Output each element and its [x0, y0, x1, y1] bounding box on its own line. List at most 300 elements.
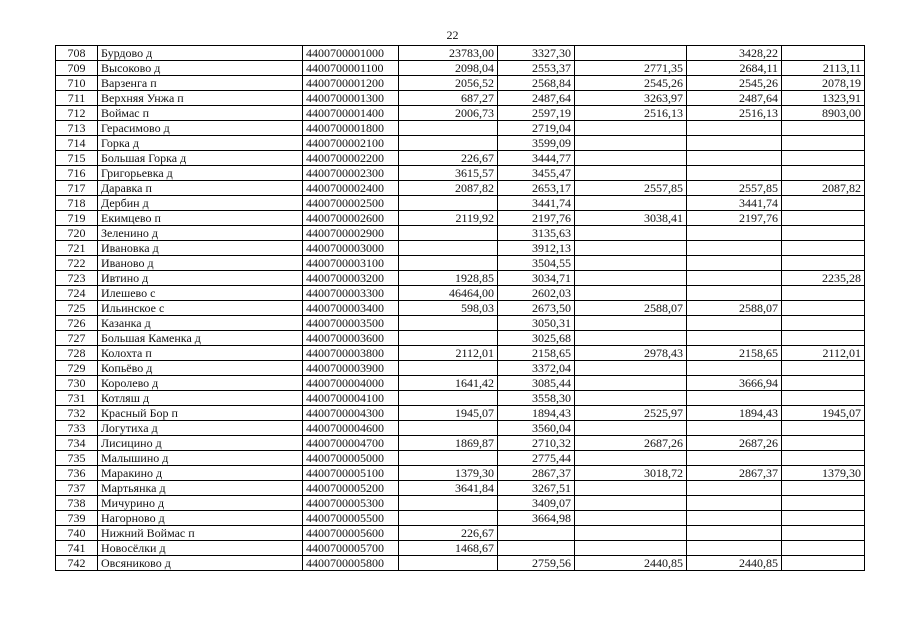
value-col-1 [399, 556, 498, 571]
value-col-4: 2545,26 [687, 76, 782, 91]
table-row [56, 61, 865, 76]
value-col-3: 3018,72 [575, 466, 687, 481]
value-col-4: 2687,26 [687, 436, 782, 451]
row-number: 736 [56, 466, 98, 481]
value-col-5 [782, 226, 865, 241]
settlement-name: Лисицино д [98, 436, 303, 451]
value-col-3: 3263,97 [575, 91, 687, 106]
value-col-2: 3441,74 [498, 196, 575, 211]
value-col-3 [575, 151, 687, 166]
oktmo-code: 4400700003900 [303, 361, 399, 376]
table-row [56, 241, 865, 256]
row-number: 712 [56, 106, 98, 121]
value-col-4: 2588,07 [687, 301, 782, 316]
row-number: 715 [56, 151, 98, 166]
value-col-1 [399, 511, 498, 526]
table-row [56, 361, 865, 376]
oktmo-code: 4400700003500 [303, 316, 399, 331]
row-number: 720 [56, 226, 98, 241]
settlement-name: Ивановка д [98, 241, 303, 256]
value-col-2: 3912,13 [498, 241, 575, 256]
value-col-2: 3444,77 [498, 151, 575, 166]
value-col-4 [687, 166, 782, 181]
settlement-name: Горка д [98, 136, 303, 151]
settlement-name: Новосёлки д [98, 541, 303, 556]
value-col-3 [575, 391, 687, 406]
value-col-4: 2197,76 [687, 211, 782, 226]
value-col-4: 2440,85 [687, 556, 782, 571]
value-col-3: 2525,97 [575, 406, 687, 421]
settlement-name: Зеленино д [98, 226, 303, 241]
value-col-2: 3327,30 [498, 46, 575, 61]
table-row [56, 541, 865, 556]
row-number: 738 [56, 496, 98, 511]
oktmo-code: 4400700005800 [303, 556, 399, 571]
value-col-2: 2568,84 [498, 76, 575, 91]
value-col-3 [575, 121, 687, 136]
table-row [56, 196, 865, 211]
value-col-3 [575, 316, 687, 331]
value-col-1: 1869,87 [399, 436, 498, 451]
row-number: 713 [56, 121, 98, 136]
settlement-name: Высоково д [98, 61, 303, 76]
value-col-2: 2653,17 [498, 181, 575, 196]
value-col-2: 3085,44 [498, 376, 575, 391]
oktmo-code: 4400700001300 [303, 91, 399, 106]
value-col-5 [782, 556, 865, 571]
value-col-2: 3050,31 [498, 316, 575, 331]
value-col-3: 2771,35 [575, 61, 687, 76]
value-col-4 [687, 316, 782, 331]
settlement-name: Верхняя Унжа п [98, 91, 303, 106]
table-body [56, 46, 865, 571]
value-col-2: 3267,51 [498, 481, 575, 496]
value-col-4 [687, 151, 782, 166]
oktmo-code: 4400700001200 [303, 76, 399, 91]
oktmo-code: 4400700001400 [303, 106, 399, 121]
table-row [56, 481, 865, 496]
value-col-1: 2112,01 [399, 346, 498, 361]
value-col-2: 2553,37 [498, 61, 575, 76]
value-col-4 [687, 271, 782, 286]
row-number: 708 [56, 46, 98, 61]
row-number: 717 [56, 181, 98, 196]
value-col-3 [575, 451, 687, 466]
value-col-3: 2978,43 [575, 346, 687, 361]
row-number: 726 [56, 316, 98, 331]
value-col-2: 3135,63 [498, 226, 575, 241]
value-col-1 [399, 121, 498, 136]
row-number: 710 [56, 76, 98, 91]
settlement-name: Королево д [98, 376, 303, 391]
value-col-3 [575, 376, 687, 391]
value-col-2 [498, 541, 575, 556]
value-col-3 [575, 511, 687, 526]
value-col-1: 1379,30 [399, 466, 498, 481]
oktmo-code: 4400700004300 [303, 406, 399, 421]
value-col-1: 2087,82 [399, 181, 498, 196]
value-col-5: 2235,28 [782, 271, 865, 286]
value-col-5 [782, 496, 865, 511]
oktmo-code: 4400700003300 [303, 286, 399, 301]
value-col-3 [575, 136, 687, 151]
settlement-name: Григорьевка д [98, 166, 303, 181]
table-row [56, 331, 865, 346]
settlement-name: Логутиха д [98, 421, 303, 436]
oktmo-code: 4400700003100 [303, 256, 399, 271]
value-col-5 [782, 211, 865, 226]
value-col-1: 3615,57 [399, 166, 498, 181]
value-col-2: 2158,65 [498, 346, 575, 361]
table-row [56, 346, 865, 361]
settlement-name: Маракино д [98, 466, 303, 481]
row-number: 721 [56, 241, 98, 256]
value-col-5 [782, 121, 865, 136]
value-col-1: 1641,42 [399, 376, 498, 391]
oktmo-code: 4400700003200 [303, 271, 399, 286]
settlement-name: Колохта п [98, 346, 303, 361]
value-col-3 [575, 541, 687, 556]
value-col-5 [782, 286, 865, 301]
value-col-5 [782, 316, 865, 331]
value-col-2: 3025,68 [498, 331, 575, 346]
row-number: 730 [56, 376, 98, 391]
value-col-4 [687, 496, 782, 511]
table-row [56, 301, 865, 316]
table-row [56, 436, 865, 451]
value-col-4: 2158,65 [687, 346, 782, 361]
oktmo-code: 4400700002200 [303, 151, 399, 166]
value-col-2: 2759,56 [498, 556, 575, 571]
settlement-name: Ивтино д [98, 271, 303, 286]
value-col-2: 3504,55 [498, 256, 575, 271]
settlement-name: Дербин д [98, 196, 303, 211]
row-number: 727 [56, 331, 98, 346]
value-col-5 [782, 526, 865, 541]
settlement-name: Красный Бор п [98, 406, 303, 421]
value-col-1 [399, 316, 498, 331]
oktmo-code: 4400700002600 [303, 211, 399, 226]
row-number: 731 [56, 391, 98, 406]
value-col-5 [782, 436, 865, 451]
settlement-name: Ильинское с [98, 301, 303, 316]
value-col-3 [575, 526, 687, 541]
table-row [56, 391, 865, 406]
oktmo-code: 4400700002100 [303, 136, 399, 151]
value-col-2: 1894,43 [498, 406, 575, 421]
table-row [56, 166, 865, 181]
table-row [56, 376, 865, 391]
value-col-4: 2557,85 [687, 181, 782, 196]
oktmo-code: 4400700005200 [303, 481, 399, 496]
value-col-4: 3441,74 [687, 196, 782, 211]
value-col-2: 3372,04 [498, 361, 575, 376]
settlement-name: Илешево с [98, 286, 303, 301]
value-col-1: 226,67 [399, 526, 498, 541]
page-number: 22 [446, 28, 459, 42]
value-col-3 [575, 166, 687, 181]
value-col-5 [782, 46, 865, 61]
row-number: 728 [56, 346, 98, 361]
oktmo-code: 4400700005000 [303, 451, 399, 466]
value-col-2: 2673,50 [498, 301, 575, 316]
row-number: 711 [56, 91, 98, 106]
oktmo-code: 4400700005500 [303, 511, 399, 526]
value-col-4 [687, 286, 782, 301]
row-number: 735 [56, 451, 98, 466]
value-col-5 [782, 301, 865, 316]
value-col-4 [687, 541, 782, 556]
value-col-3 [575, 361, 687, 376]
value-col-1: 1468,67 [399, 541, 498, 556]
value-col-5 [782, 391, 865, 406]
value-col-5 [782, 241, 865, 256]
table-row [56, 151, 865, 166]
settlement-name: Котляш д [98, 391, 303, 406]
row-number: 742 [56, 556, 98, 571]
table-row [56, 511, 865, 526]
value-col-4: 2487,64 [687, 91, 782, 106]
value-col-3 [575, 256, 687, 271]
table-row [56, 181, 865, 196]
settlement-name: Мичурино д [98, 496, 303, 511]
value-col-1 [399, 241, 498, 256]
value-col-1: 226,67 [399, 151, 498, 166]
row-number: 723 [56, 271, 98, 286]
table-row [56, 496, 865, 511]
value-col-4 [687, 136, 782, 151]
oktmo-code: 4400700002400 [303, 181, 399, 196]
value-col-1 [399, 196, 498, 211]
table-row [56, 46, 865, 61]
value-col-2 [498, 526, 575, 541]
value-col-5 [782, 256, 865, 271]
value-col-3: 2687,26 [575, 436, 687, 451]
settlement-name: Иваново д [98, 256, 303, 271]
oktmo-code: 4400700003000 [303, 241, 399, 256]
oktmo-code: 4400700005100 [303, 466, 399, 481]
row-number: 739 [56, 511, 98, 526]
value-col-5 [782, 331, 865, 346]
value-col-5 [782, 136, 865, 151]
table-row [56, 286, 865, 301]
value-col-5: 1379,30 [782, 466, 865, 481]
value-col-2: 3034,71 [498, 271, 575, 286]
value-col-3 [575, 226, 687, 241]
value-col-4 [687, 121, 782, 136]
value-col-5 [782, 166, 865, 181]
oktmo-code: 4400700001100 [303, 61, 399, 76]
settlement-name: Большая Каменка д [98, 331, 303, 346]
value-col-4 [687, 226, 782, 241]
value-col-1: 2098,04 [399, 61, 498, 76]
value-col-1 [399, 421, 498, 436]
value-col-5 [782, 451, 865, 466]
value-col-2: 2197,76 [498, 211, 575, 226]
oktmo-code: 4400700001800 [303, 121, 399, 136]
table-row [56, 106, 865, 121]
value-col-1 [399, 361, 498, 376]
value-col-2: 3560,04 [498, 421, 575, 436]
table-row [56, 316, 865, 331]
value-col-1 [399, 331, 498, 346]
oktmo-code: 4400700003600 [303, 331, 399, 346]
value-col-3: 2545,26 [575, 76, 687, 91]
settlement-name: Варзенга п [98, 76, 303, 91]
settlement-name: Бурдово д [98, 46, 303, 61]
value-col-5: 2087,82 [782, 181, 865, 196]
oktmo-code: 4400700004600 [303, 421, 399, 436]
value-col-5: 1945,07 [782, 406, 865, 421]
value-col-1: 687,27 [399, 91, 498, 106]
value-col-4 [687, 526, 782, 541]
row-number: 741 [56, 541, 98, 556]
value-col-3: 3038,41 [575, 211, 687, 226]
settlement-name: Копьёво д [98, 361, 303, 376]
value-col-5 [782, 511, 865, 526]
row-number: 729 [56, 361, 98, 376]
value-col-4 [687, 421, 782, 436]
value-col-1: 1928,85 [399, 271, 498, 286]
oktmo-code: 4400700004700 [303, 436, 399, 451]
table-row [56, 121, 865, 136]
row-number: 733 [56, 421, 98, 436]
oktmo-code: 4400700004000 [303, 376, 399, 391]
row-number: 740 [56, 526, 98, 541]
value-col-1: 23783,00 [399, 46, 498, 61]
row-number: 725 [56, 301, 98, 316]
table-row [56, 76, 865, 91]
row-number: 718 [56, 196, 98, 211]
value-col-3 [575, 46, 687, 61]
value-col-1 [399, 391, 498, 406]
value-col-2: 3558,30 [498, 391, 575, 406]
value-col-1: 1945,07 [399, 406, 498, 421]
settlement-table [55, 45, 865, 571]
settlement-name: Малышино д [98, 451, 303, 466]
row-number: 732 [56, 406, 98, 421]
value-col-2: 2487,64 [498, 91, 575, 106]
value-col-4 [687, 511, 782, 526]
value-col-4: 2516,13 [687, 106, 782, 121]
value-col-5: 1323,91 [782, 91, 865, 106]
value-col-4 [687, 256, 782, 271]
value-col-2: 2710,32 [498, 436, 575, 451]
value-col-2: 2597,19 [498, 106, 575, 121]
settlement-name: Мартьянка д [98, 481, 303, 496]
settlement-name: Даравка п [98, 181, 303, 196]
value-col-1: 598,03 [399, 301, 498, 316]
value-col-1 [399, 136, 498, 151]
value-col-5 [782, 541, 865, 556]
value-col-2: 3664,98 [498, 511, 575, 526]
row-number: 737 [56, 481, 98, 496]
value-col-4: 3666,94 [687, 376, 782, 391]
value-col-2: 2867,37 [498, 466, 575, 481]
table-row [56, 466, 865, 481]
value-col-2: 3599,09 [498, 136, 575, 151]
table-row [56, 226, 865, 241]
value-col-5: 8903,00 [782, 106, 865, 121]
value-col-3: 2440,85 [575, 556, 687, 571]
oktmo-code: 4400700005700 [303, 541, 399, 556]
settlement-name: Герасимово д [98, 121, 303, 136]
value-col-3 [575, 286, 687, 301]
table-row [56, 526, 865, 541]
oktmo-code: 4400700003800 [303, 346, 399, 361]
value-col-4 [687, 361, 782, 376]
value-col-3 [575, 481, 687, 496]
table-row [56, 136, 865, 151]
value-col-4: 2684,11 [687, 61, 782, 76]
value-col-4: 2867,37 [687, 466, 782, 481]
value-col-2: 3409,07 [498, 496, 575, 511]
value-col-4 [687, 391, 782, 406]
value-col-2: 2719,04 [498, 121, 575, 136]
value-col-4 [687, 331, 782, 346]
value-col-3 [575, 196, 687, 211]
table-row [56, 451, 865, 466]
value-col-5: 2113,11 [782, 61, 865, 76]
settlement-name: Большая Горка д [98, 151, 303, 166]
value-col-5 [782, 151, 865, 166]
table-row [56, 91, 865, 106]
value-col-1: 3641,84 [399, 481, 498, 496]
row-number: 716 [56, 166, 98, 181]
oktmo-code: 4400700005600 [303, 526, 399, 541]
settlement-name: Воймас п [98, 106, 303, 121]
value-col-1: 2056,52 [399, 76, 498, 91]
value-col-3 [575, 331, 687, 346]
oktmo-code: 4400700002300 [303, 166, 399, 181]
value-col-4 [687, 451, 782, 466]
value-col-1: 2119,92 [399, 211, 498, 226]
value-col-1: 2006,73 [399, 106, 498, 121]
value-col-5 [782, 481, 865, 496]
settlement-name: Казанка д [98, 316, 303, 331]
settlement-name: Екимцево п [98, 211, 303, 226]
oktmo-code: 4400700002500 [303, 196, 399, 211]
settlement-name: Нижний Воймас п [98, 526, 303, 541]
value-col-3: 2516,13 [575, 106, 687, 121]
value-col-5: 2078,19 [782, 76, 865, 91]
value-col-3: 2588,07 [575, 301, 687, 316]
table-row [56, 211, 865, 226]
table-row [56, 271, 865, 286]
table-row [56, 421, 865, 436]
value-col-1 [399, 256, 498, 271]
value-col-2: 2602,03 [498, 286, 575, 301]
value-col-1 [399, 226, 498, 241]
value-col-2: 2775,44 [498, 451, 575, 466]
value-col-4 [687, 241, 782, 256]
table-row [56, 406, 865, 421]
value-col-4: 3428,22 [687, 46, 782, 61]
settlement-name: Овсяниково д [98, 556, 303, 571]
value-col-5 [782, 376, 865, 391]
value-col-3 [575, 241, 687, 256]
oktmo-code: 4400700004100 [303, 391, 399, 406]
row-number: 719 [56, 211, 98, 226]
value-col-4 [687, 481, 782, 496]
oktmo-code: 4400700002900 [303, 226, 399, 241]
row-number: 709 [56, 61, 98, 76]
value-col-1 [399, 451, 498, 466]
value-col-3 [575, 496, 687, 511]
row-number: 722 [56, 256, 98, 271]
row-number: 734 [56, 436, 98, 451]
value-col-4: 1894,43 [687, 406, 782, 421]
